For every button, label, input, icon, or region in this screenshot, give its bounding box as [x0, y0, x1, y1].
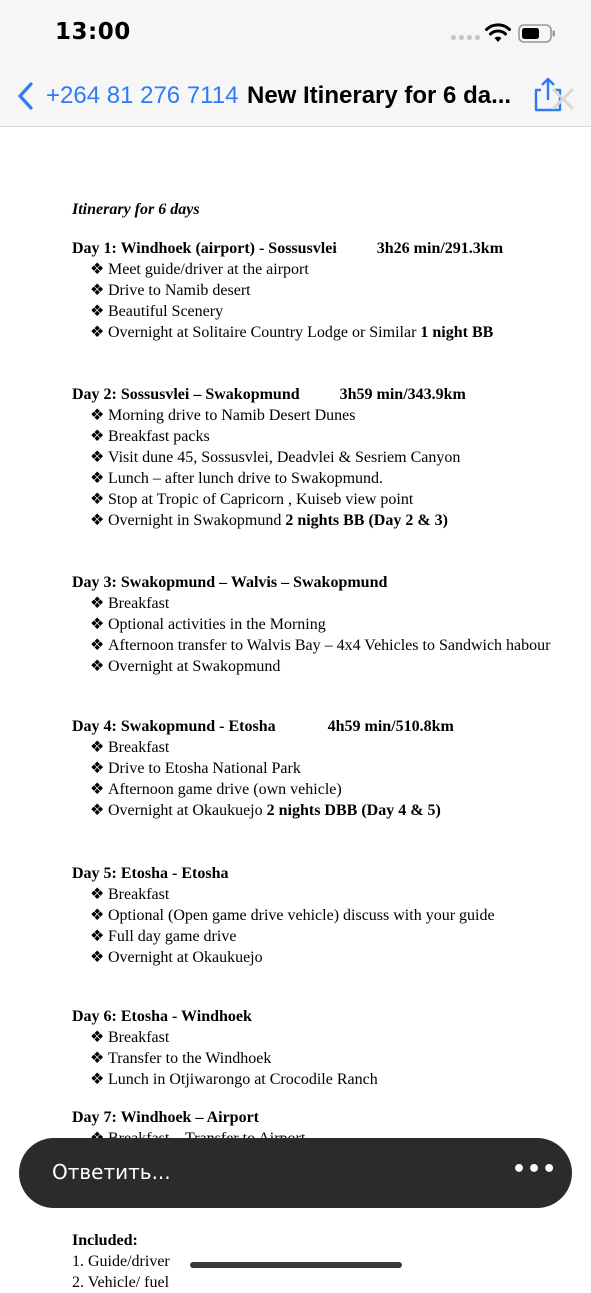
list-item: ❖ Stop at Tropic of Capricorn , Kuiseb view point	[90, 491, 414, 508]
day-3-section	[72, 572, 552, 677]
nav-bar	[0, 62, 591, 127]
list-item: ❖ Breakfast	[90, 1029, 170, 1046]
list-item: ❖ Breakfast	[90, 595, 170, 612]
list-item: ❖ Overnight at Okaukuejo	[90, 949, 263, 966]
day-5-section	[72, 863, 552, 968]
wifi-icon	[485, 23, 511, 43]
list-item: ❖ Breakfast	[90, 739, 170, 756]
list-item: ❖ Overnight at Okaukuejo 2 nights DBB (Day 4 & 5)	[90, 802, 441, 819]
list-item: ❖ Optional activities in the Morning	[90, 616, 326, 633]
day-title: Day 4: Swakopmund - Etosha 4h59 min/510.8km	[72, 718, 454, 735]
list-item: ❖ Transfer to the Windhoek	[90, 1050, 272, 1067]
reply-bar[interactable]	[19, 1138, 572, 1208]
list-item: ❖ Lunch in Otjiwarongo at Crocodile Ranch	[90, 1071, 378, 1088]
list-item: ❖ Breakfast packs	[90, 428, 210, 445]
list-item: ❖ Overnight at Solitaire Country Lodge or Similar 1 night BB	[90, 324, 494, 341]
list-item: 1. Guide/driver	[72, 1253, 170, 1270]
battery-icon	[518, 24, 556, 43]
list-item: ❖ Breakfast	[90, 886, 170, 903]
list-item: ❖ Morning drive to Namib Desert Dunes	[90, 407, 356, 424]
included-title: Included:	[72, 1232, 138, 1249]
list-item: ❖ Beautiful Scenery	[90, 303, 224, 320]
list-item: ❖ Optional (Open game drive vehicle) discuss with your guide	[90, 907, 495, 924]
document-heading: Itinerary for 6 days	[72, 201, 200, 218]
list-item: ❖ Afternoon game drive (own vehicle)	[90, 781, 342, 798]
back-button-phone[interactable]: +264 81 276 7114	[46, 82, 239, 109]
document-title: New Itinerary for 6 da...	[247, 82, 512, 109]
chevron-left-icon[interactable]	[14, 80, 38, 112]
more-options-icon[interactable]: •••	[512, 1157, 558, 1182]
status-bar	[0, 0, 591, 62]
home-indicator[interactable]	[190, 1262, 402, 1268]
list-item: ❖ Meet guide/driver at the airport	[90, 261, 309, 278]
day-title: Day 3: Swakopmund – Walvis – Swakopmund	[72, 574, 388, 591]
day-title: Day 2: Sossusvlei – Swakopmund 3h59 min/343.9km	[72, 386, 466, 403]
list-item: 2. Vehicle/ fuel	[72, 1274, 170, 1291]
document-view[interactable]	[0, 128, 591, 1291]
day-title: Day 7: Windhoek – Airport	[72, 1109, 259, 1126]
list-item: ❖ Overnight at Swakopmund	[90, 658, 281, 675]
list-item: ❖ Full day game drive	[90, 928, 237, 945]
day-1-section	[72, 238, 552, 343]
list-item: ❖ Lunch – after lunch drive to Swakopmund.	[90, 470, 384, 487]
share-icon[interactable]	[532, 76, 576, 116]
day-2-section	[72, 384, 552, 531]
list-item: ❖ Overnight in Swakopmund 2 nights BB (Day 2 & 3)	[90, 512, 449, 529]
day-title: Day 5: Etosha - Etosha	[72, 865, 229, 882]
list-item: ❖ Drive to Namib desert	[90, 282, 251, 299]
day-title: Day 1: Windhoek (airport) - Sossusvlei 3h26 min/291.3km	[72, 240, 504, 257]
day-title: Day 6: Etosha - Windhoek	[72, 1008, 252, 1025]
list-item: ❖ Drive to Etosha National Park	[90, 760, 301, 777]
day-6-section	[72, 1006, 552, 1090]
status-time: 13:00	[55, 19, 131, 45]
day-4-section	[72, 716, 552, 821]
cellular-signal-icon	[451, 35, 480, 40]
list-item: ❖ Afternoon transfer to Walvis Bay – 4x4 Vehicles to Sandwich habour	[90, 637, 551, 654]
reply-button-label[interactable]: Ответить...	[52, 1160, 171, 1184]
list-item: ❖ Visit dune 45, Sossusvlei, Deadvlei & Sesriem Canyon	[90, 449, 461, 466]
